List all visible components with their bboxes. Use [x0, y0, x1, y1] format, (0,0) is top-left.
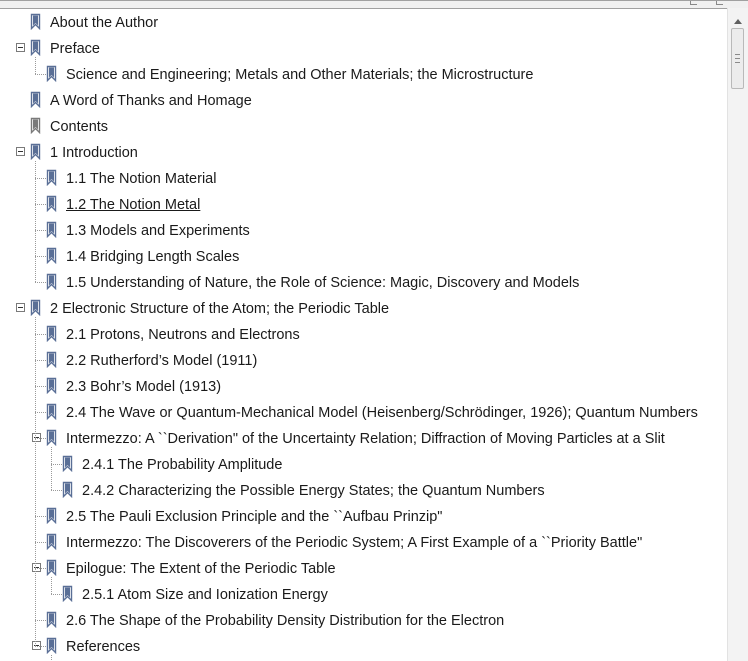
bookmark-item[interactable] [0, 167, 727, 193]
bookmark-label[interactable]: 2.2 Rutherford’s Model (1911) [66, 353, 258, 369]
bookmark-item[interactable] [0, 11, 727, 37]
bookmark-icon [46, 221, 57, 238]
tree-guide-line [35, 542, 46, 543]
thumb-grip-line [735, 62, 740, 63]
bookmark-item[interactable] [0, 297, 727, 323]
tree-guide-line [35, 57, 36, 74]
bookmark-item[interactable] [0, 453, 727, 479]
bookmark-label[interactable]: 1.3 Models and Experiments [66, 223, 250, 239]
bookmark-item[interactable] [0, 323, 727, 349]
bookmark-icon [62, 585, 73, 602]
scrollbar-thumb[interactable] [731, 28, 744, 89]
bookmark-icon [46, 325, 57, 342]
bookmark-label[interactable]: 2.4.1 The Probability Amplitude [82, 457, 283, 473]
bookmark-icon [46, 507, 57, 524]
tree-guide-line [35, 256, 46, 257]
bookmark-label[interactable]: 2 Electronic Structure of the Atom; the Periodic Table [50, 301, 390, 317]
tree-guide-line [51, 655, 52, 661]
tree-guide-line [51, 594, 62, 595]
bookmark-item[interactable] [0, 37, 727, 63]
bookmark-item[interactable] [0, 141, 727, 167]
bookmark-item[interactable] [0, 479, 727, 505]
tree-guide-line [35, 161, 36, 282]
bookmark-icon [46, 351, 57, 368]
bookmark-icon [30, 13, 41, 30]
bookmark-label[interactable]: Science and Engineering; Metals and Other Materials; the Microstructure [66, 67, 534, 83]
bookmark-label[interactable]: Preface [50, 41, 100, 57]
collapse-toggle-icon[interactable] [16, 43, 25, 52]
bookmark-item[interactable] [0, 271, 727, 297]
tree-guide-line [35, 282, 46, 283]
bookmark-icon [46, 273, 57, 290]
bookmark-item[interactable] [0, 63, 727, 89]
tree-guide-line [51, 577, 52, 594]
bookmark-label[interactable]: 2.6 The Shape of the Probability Density Distribution for the Electron [66, 613, 505, 629]
tree-guide-line [35, 317, 36, 646]
bookmark-label[interactable]: 1.2 The Notion Metal [66, 197, 201, 213]
tree-guide-line [35, 386, 46, 387]
bookmark-item[interactable] [0, 401, 727, 427]
tree-guide-line [51, 464, 62, 465]
tree-guide-line [35, 204, 46, 205]
tree-guide-line [35, 568, 46, 569]
tree-guide-line [35, 412, 46, 413]
bookmark-item[interactable] [0, 89, 727, 115]
bookmark-icon [30, 39, 41, 56]
tree-guide-line [35, 178, 46, 179]
tree-guide-line [35, 360, 46, 361]
bookmark-label[interactable]: Intermezzo: The Discoverers of the Periodic System; A First Example of a ``Priority Battle" [66, 535, 643, 551]
bookmark-item[interactable] [0, 375, 727, 401]
tree-guide-line [51, 490, 62, 491]
tree-guide-line [35, 334, 46, 335]
bookmark-item[interactable] [0, 115, 727, 141]
bookmark-icon-gray [30, 117, 41, 134]
bookmark-icon [46, 195, 57, 212]
tree-guide-line [35, 438, 46, 439]
bookmark-label[interactable]: 2.3 Bohr’s Model (1913) [66, 379, 222, 395]
bookmark-icon [30, 143, 41, 160]
collapse-toggle-icon[interactable] [16, 303, 25, 312]
bookmark-label[interactable]: References [66, 639, 141, 655]
bookmark-icon [62, 481, 73, 498]
bookmark-icon [46, 247, 57, 264]
bookmark-label[interactable]: 1 Introduction [50, 145, 138, 161]
bookmark-label[interactable]: Contents [50, 119, 109, 135]
bookmark-icon [30, 91, 41, 108]
bookmark-label[interactable]: Intermezzo: A ``Derivation" of the Uncertainty Relation; Diffraction of Moving Particles at a Slit [66, 431, 665, 447]
bookmark-icon [46, 429, 57, 446]
vertical-scrollbar[interactable] [727, 8, 748, 661]
bookmark-label[interactable]: Epilogue: The Extent of the Periodic Table [66, 561, 336, 577]
bookmark-label[interactable]: 2.5.1 Atom Size and Ionization Energy [82, 587, 328, 603]
bookmark-icon [46, 169, 57, 186]
bookmark-item[interactable] [0, 245, 727, 271]
bookmark-icon [46, 533, 57, 550]
bookmark-item[interactable] [0, 531, 727, 557]
thumb-grip-line [735, 58, 740, 59]
bookmark-icon [46, 377, 57, 394]
bookmark-label[interactable]: About the Author [50, 15, 159, 31]
thumb-grip-line [735, 54, 740, 55]
bookmark-icon [46, 559, 57, 576]
tree-guide-line [35, 74, 46, 75]
bookmark-tree [0, 1, 727, 661]
bookmark-item[interactable] [0, 505, 727, 531]
bookmark-item[interactable] [0, 635, 727, 661]
bookmark-label[interactable]: 2.4 The Wave or Quantum-Mechanical Model (Heisenberg/Schrödinger, 1926); Quantum Numbers [66, 405, 698, 421]
bookmark-item[interactable] [0, 349, 727, 375]
bookmark-icon [30, 299, 41, 316]
bookmark-item[interactable] [0, 583, 727, 609]
bookmark-label[interactable]: 2.5 The Pauli Exclusion Principle and the ``Aufbau Prinzip" [66, 509, 443, 525]
tree-guide-line [35, 516, 46, 517]
tree-guide-line [35, 646, 46, 647]
bookmark-icon [46, 403, 57, 420]
bookmark-item[interactable] [0, 193, 727, 219]
bookmark-icon [46, 611, 57, 628]
bookmark-item[interactable] [0, 557, 727, 583]
tree-guide-line [51, 447, 52, 490]
bookmark-label[interactable]: 1.4 Bridging Length Scales [66, 249, 240, 265]
tree-guide-line [35, 620, 46, 621]
bookmark-icon [46, 65, 57, 82]
bookmark-item[interactable] [0, 219, 727, 245]
tree-guide-line [35, 230, 46, 231]
bookmark-label[interactable]: 1.1 The Notion Material [66, 171, 217, 187]
bookmark-label[interactable]: 1.5 Understanding of Nature, the Role of Science: Magic, Discovery and Models [66, 275, 580, 291]
bookmark-label[interactable]: 2.1 Protons, Neutrons and Electrons [66, 327, 300, 343]
bookmark-icon [62, 455, 73, 472]
bookmark-label[interactable]: 2.4.2 Characterizing the Possible Energy States; the Quantum Numbers [82, 483, 545, 499]
collapse-toggle-icon[interactable] [16, 147, 25, 156]
bookmark-icon [46, 637, 57, 654]
bookmark-item[interactable] [0, 427, 727, 453]
bookmark-label[interactable]: A Word of Thanks and Homage [50, 93, 252, 109]
bookmark-item[interactable] [0, 609, 727, 635]
